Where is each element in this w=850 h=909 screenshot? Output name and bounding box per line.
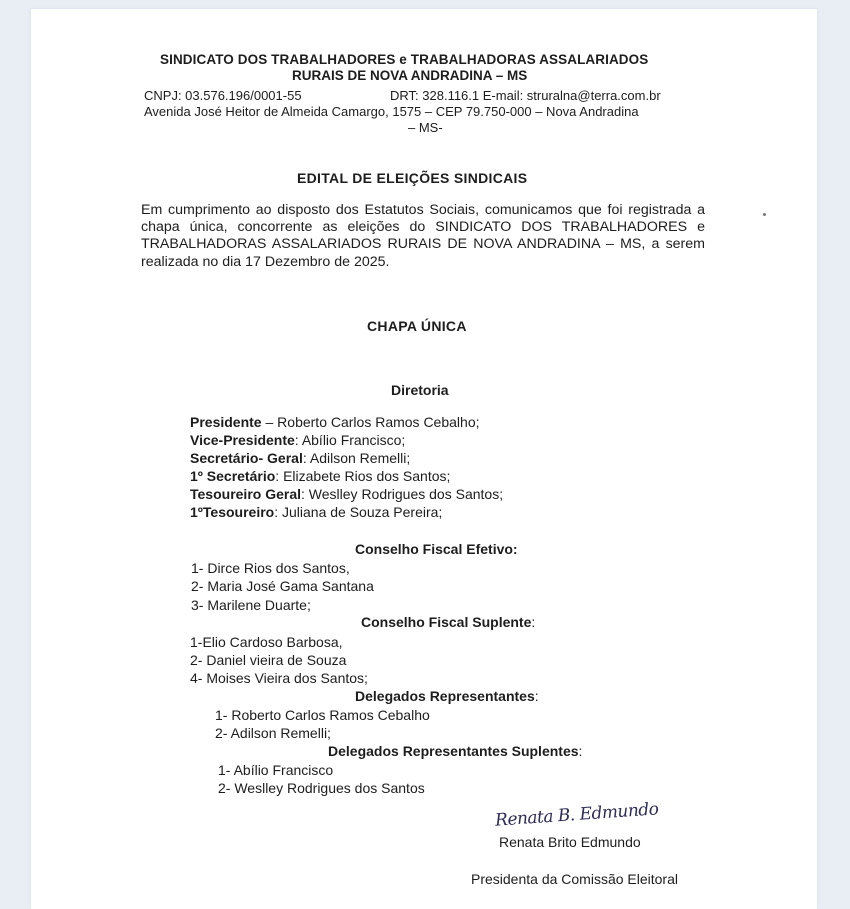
list-item: 2- Daniel vieira de Souza xyxy=(190,652,347,668)
member-name: Elizabete Rios dos Santos; xyxy=(283,468,451,484)
diretoria-member xyxy=(190,414,480,430)
address-text: Avenida José Heitor de Almeida Camargo, 1575 – CEP 79.750-000 – Nova Andradina xyxy=(144,104,639,119)
diretoria-heading: Diretoria xyxy=(391,382,449,398)
union-name-line2: RURAIS DE NOVA ANDRADINA – MS xyxy=(292,68,528,83)
list-item: 2- Adilson Remelli; xyxy=(215,725,331,741)
member-role: Presidente xyxy=(190,414,262,430)
handwritten-signature: Renata B. Edmundo xyxy=(494,799,660,831)
member-separator: : xyxy=(274,504,282,520)
list-item: 3- Marilene Duarte; xyxy=(191,597,311,613)
diretoria-member xyxy=(190,450,410,466)
diretoria-member xyxy=(190,486,503,502)
member-name: Juliana de Souza Pereira; xyxy=(282,504,443,520)
list-item: 1- Abílio Francisco xyxy=(218,762,334,778)
diretoria-member xyxy=(190,432,405,448)
member-role: 1ºTesoureiro xyxy=(190,504,275,520)
conselho-efetivo-heading: Conselho Fiscal Efetivo: xyxy=(355,541,518,557)
diretoria-member xyxy=(190,468,450,484)
member-name: Abílio Francisco; xyxy=(301,432,406,448)
member-role: Vice-Presidente xyxy=(190,432,295,448)
diretoria-member xyxy=(190,504,442,520)
signatory-role: Presidenta da Comissão Eleitoral xyxy=(471,871,678,887)
drt-email-text: DRT: 328.116.1 E-mail: struralna@terra.com.br xyxy=(390,88,661,103)
member-role: Secretário- Geral xyxy=(190,450,303,466)
list-item: 2- Weslley Rodrigues dos Santos xyxy=(218,780,425,796)
member-role: Tesoureiro Geral xyxy=(190,486,302,502)
member-separator: : xyxy=(294,432,302,448)
member-separator: : xyxy=(301,486,309,502)
scan-speck xyxy=(763,213,766,216)
list-item: 4- Moises Vieira dos Santos; xyxy=(190,670,368,686)
list-item: 1- Dirce Rios dos Santos, xyxy=(191,560,350,576)
document-page xyxy=(31,9,817,909)
announcement-paragraph: Em cumprimento ao disposto dos Estatutos Sociais, comunicamos que foi registrada a chapa única, concorrente as eleições do SINDICATO DOS TRABALHADORES e TRABALHADORAS ASSALARIADOS RURAIS DE NOVA ANDRADINA – MS, a serem realizada no dia 17 Dezembro de 2025. xyxy=(141,202,705,270)
document-title: EDITAL DE ELEIÇÕES SINDICAIS xyxy=(297,170,528,186)
delegados-suplentes-heading: Delegados Representantes Suplentes: xyxy=(328,743,583,759)
union-name-line1: SINDICATO DOS TRABALHADORES e TRABALHADORAS ASSALARIADOS xyxy=(160,52,649,67)
member-separator: – xyxy=(261,414,278,430)
address-state-text: – MS- xyxy=(408,120,443,135)
member-name: Adilson Remelli; xyxy=(309,450,411,466)
list-item: 1- Roberto Carlos Ramos Cebalho xyxy=(215,707,430,723)
list-item: 2- Maria José Gama Santana xyxy=(191,578,374,594)
member-role: 1º Secretário xyxy=(190,468,276,484)
delegados-heading: Delegados Representantes: xyxy=(355,688,539,704)
chapa-heading: CHAPA ÚNICA xyxy=(367,318,467,334)
conselho-suplente-heading: Conselho Fiscal Suplente: xyxy=(361,614,536,630)
member-name: Weslley Rodrigues dos Santos; xyxy=(308,486,504,502)
cnpj-text: CNPJ: 03.576.196/0001-55 xyxy=(144,88,302,103)
member-separator: : xyxy=(275,468,284,484)
member-name: Roberto Carlos Ramos Cebalho; xyxy=(277,414,480,430)
signatory-name: Renata Brito Edmundo xyxy=(499,834,641,850)
member-separator: : xyxy=(302,450,310,466)
list-item: 1-Elio Cardoso Barbosa, xyxy=(190,634,343,650)
